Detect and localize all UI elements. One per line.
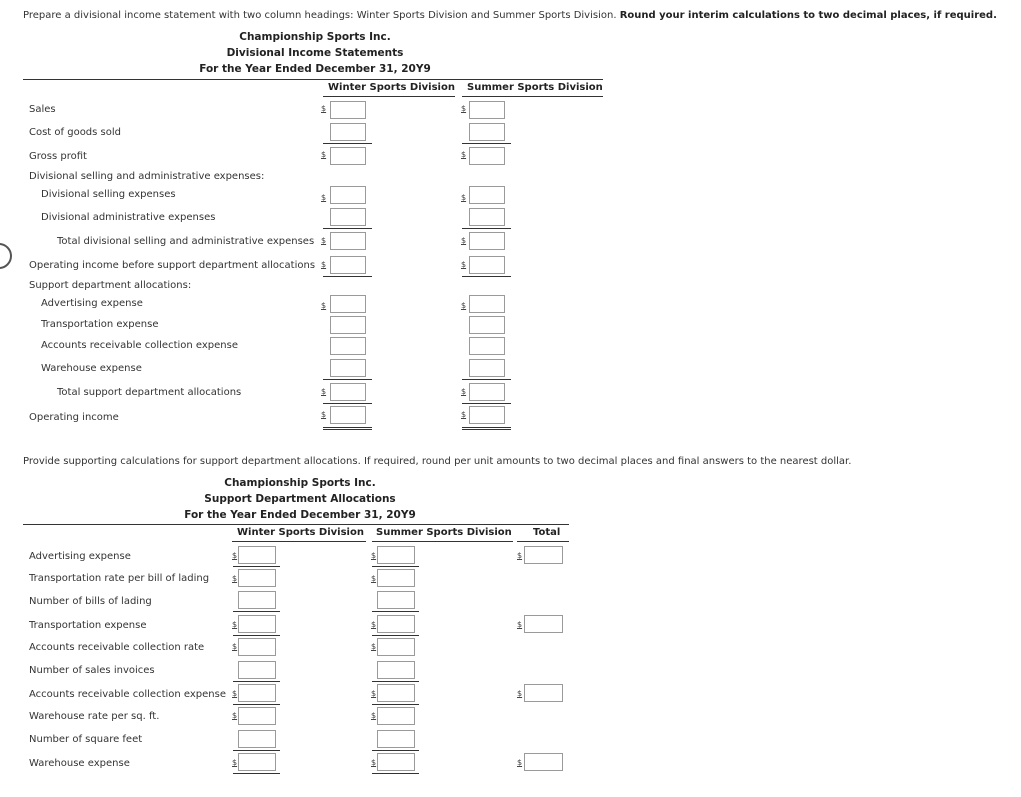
dollar-sign: $ bbox=[461, 104, 467, 113]
summer-wh-expense-input[interactable] bbox=[377, 753, 415, 771]
row-label-operating-income: Operating income bbox=[29, 412, 119, 423]
winter-num-sqft-input[interactable] bbox=[238, 730, 276, 748]
subtotal-rule bbox=[462, 228, 511, 229]
winter-wh-rate-input[interactable] bbox=[238, 707, 276, 725]
row-rule bbox=[372, 773, 419, 774]
dollar-sign: $ bbox=[232, 642, 238, 651]
statement1-period: For the Year Ended December 31, 20Y9 bbox=[199, 63, 431, 75]
row-rule bbox=[233, 750, 280, 751]
winter-cogs-input[interactable] bbox=[330, 123, 366, 141]
dollar-sign: $ bbox=[232, 620, 238, 629]
alloc-label-trans-rate: Transportation rate per bill of lading bbox=[29, 573, 210, 584]
row-rule bbox=[372, 635, 419, 636]
statement2-col-total: Total bbox=[533, 527, 561, 538]
dollar-sign: $ bbox=[321, 301, 327, 310]
alloc-label-ar-rate: Accounts receivable collection rate bbox=[29, 642, 205, 653]
row-label-warehouse: Warehouse expense bbox=[41, 363, 142, 374]
alloc-label-advertising: Advertising expense bbox=[29, 551, 131, 562]
row-label-gross-profit: Gross profit bbox=[29, 151, 87, 162]
row-rule bbox=[372, 611, 419, 612]
dollar-sign: $ bbox=[321, 410, 327, 419]
summer-total-support-input[interactable] bbox=[469, 383, 505, 401]
winter-trans-rate-input[interactable] bbox=[238, 569, 276, 587]
dollar-sign: $ bbox=[371, 551, 377, 560]
dollar-sign: $ bbox=[321, 150, 327, 159]
subtotal-rule bbox=[462, 143, 511, 144]
summer-wh-rate-input[interactable] bbox=[377, 707, 415, 725]
instructions-rounding-note: Round your interim calculations to two decimal places, if required. bbox=[619, 10, 997, 21]
total-double-rule bbox=[323, 427, 372, 430]
winter-operating-income-input[interactable] bbox=[330, 406, 366, 424]
summer-cogs-input[interactable] bbox=[469, 123, 505, 141]
dollar-sign: $ bbox=[232, 758, 238, 767]
row-rule bbox=[372, 566, 419, 567]
subtotal-rule bbox=[462, 403, 511, 404]
subtotal-rule bbox=[462, 276, 511, 277]
summer-ar-expense-input[interactable] bbox=[377, 684, 415, 702]
winter-advertising-alloc-input[interactable] bbox=[238, 546, 276, 564]
dollar-sign: $ bbox=[371, 711, 377, 720]
winter-trans-expense-input[interactable] bbox=[238, 615, 276, 633]
statement2-col-winter: Winter Sports Division bbox=[237, 527, 364, 538]
row-label-divisional-selling: Divisional selling expenses bbox=[41, 189, 176, 200]
row-label-support-allocations: Support department allocations: bbox=[29, 280, 192, 291]
alloc-label-ar-expense: Accounts receivable collection expense bbox=[29, 689, 226, 700]
dollar-sign: $ bbox=[232, 711, 238, 720]
instructions-text: Prepare a divisional income statement with two column headings: Winter Sports Division and Summer Sports Division. bbox=[23, 10, 620, 21]
winter-num-invoices-input[interactable] bbox=[238, 661, 276, 679]
dollar-sign: $ bbox=[461, 236, 467, 245]
summer-sales-input[interactable] bbox=[469, 101, 505, 119]
instructions-part1 bbox=[23, 10, 997, 21]
statement2-col-winter-rule bbox=[232, 541, 366, 542]
subtotal-rule bbox=[462, 379, 511, 380]
statement2-col-total-rule bbox=[517, 541, 569, 542]
total-advertising-input[interactable] bbox=[524, 546, 563, 564]
alloc-label-trans-expense: Transportation expense bbox=[29, 620, 147, 631]
summer-advertising-input[interactable] bbox=[469, 295, 505, 313]
row-label-total-support: Total support department allocations bbox=[57, 387, 242, 398]
winter-div-selling-input[interactable] bbox=[330, 186, 366, 204]
summer-warehouse-input[interactable] bbox=[469, 359, 505, 377]
dollar-sign: $ bbox=[321, 193, 327, 202]
row-label-transportation: Transportation expense bbox=[41, 319, 159, 330]
statement1-col-summer-rule bbox=[462, 96, 603, 97]
dollar-sign: $ bbox=[321, 236, 327, 245]
dollar-sign: $ bbox=[371, 574, 377, 583]
statement2-col-summer: Summer Sports Division bbox=[376, 527, 512, 538]
dollar-sign: $ bbox=[517, 620, 523, 629]
row-rule bbox=[372, 750, 419, 751]
dollar-sign: $ bbox=[461, 301, 467, 310]
row-rule bbox=[233, 681, 280, 682]
statement1-header-rule bbox=[23, 79, 603, 80]
row-label-cogs: Cost of goods sold bbox=[29, 127, 122, 138]
row-rule bbox=[233, 635, 280, 636]
instructions-part2: Provide supporting calculations for support department allocations. If required, round per unit amounts to two decimal places and final answers to the nearest dollar. bbox=[23, 456, 852, 467]
dollar-sign: $ bbox=[371, 689, 377, 698]
dollar-sign: $ bbox=[371, 758, 377, 767]
summer-advertising-alloc-input[interactable] bbox=[377, 546, 415, 564]
dollar-sign: $ bbox=[517, 689, 523, 698]
dollar-sign: $ bbox=[232, 551, 238, 560]
winter-transportation-input[interactable] bbox=[330, 316, 366, 334]
row-label-op-income-before: Operating income before support department allocations bbox=[29, 260, 316, 271]
winter-advertising-input[interactable] bbox=[330, 295, 366, 313]
winter-div-admin-input[interactable] bbox=[330, 208, 366, 226]
dollar-sign: $ bbox=[517, 551, 523, 560]
winter-warehouse-input[interactable] bbox=[330, 359, 366, 377]
row-rule bbox=[233, 611, 280, 612]
summer-op-before-input[interactable] bbox=[469, 256, 505, 274]
subtotal-rule bbox=[323, 403, 372, 404]
summer-div-selling-input[interactable] bbox=[469, 186, 505, 204]
summer-num-invoices-input[interactable] bbox=[377, 661, 415, 679]
winter-wh-expense-input[interactable] bbox=[238, 753, 276, 771]
winter-ar-collection-input[interactable] bbox=[330, 337, 366, 355]
statement2-title: Support Department Allocations bbox=[204, 493, 396, 505]
summer-gross-profit-input[interactable] bbox=[469, 147, 505, 165]
row-rule bbox=[372, 681, 419, 682]
alloc-label-num-invoices: Number of sales invoices bbox=[29, 665, 155, 676]
total-double-rule bbox=[462, 427, 511, 430]
dollar-sign: $ bbox=[371, 642, 377, 651]
summer-total-sga-input[interactable] bbox=[469, 232, 505, 250]
row-rule bbox=[233, 773, 280, 774]
dollar-sign: $ bbox=[461, 410, 467, 419]
row-label-divisional-sga: Divisional selling and administrative expenses: bbox=[29, 171, 265, 182]
winter-gross-profit-input[interactable] bbox=[330, 147, 366, 165]
dollar-sign: $ bbox=[321, 104, 327, 113]
statement1-company: Championship Sports Inc. bbox=[239, 31, 391, 43]
summer-trans-rate-input[interactable] bbox=[377, 569, 415, 587]
statement2-company: Championship Sports Inc. bbox=[224, 477, 376, 489]
dollar-sign: $ bbox=[461, 150, 467, 159]
total-wh-expense-input[interactable] bbox=[524, 753, 563, 771]
row-label-total-sga: Total divisional selling and administrative expenses bbox=[57, 236, 315, 247]
row-rule bbox=[233, 704, 280, 705]
summer-div-admin-input[interactable] bbox=[469, 208, 505, 226]
summer-ar-collection-input[interactable] bbox=[469, 337, 505, 355]
winter-num-bills-input[interactable] bbox=[238, 591, 276, 609]
row-label-sales: Sales bbox=[29, 104, 56, 115]
summer-operating-income-input[interactable] bbox=[469, 406, 505, 424]
winter-sales-input[interactable] bbox=[330, 101, 366, 119]
subtotal-rule bbox=[323, 228, 372, 229]
winter-ar-expense-input[interactable] bbox=[238, 684, 276, 702]
dollar-sign: $ bbox=[232, 574, 238, 583]
statement2-period: For the Year Ended December 31, 20Y9 bbox=[184, 509, 416, 521]
row-label-divisional-admin: Divisional administrative expenses bbox=[41, 212, 216, 223]
summer-num-bills-input[interactable] bbox=[377, 591, 415, 609]
winter-ar-rate-input[interactable] bbox=[238, 638, 276, 656]
statement2-col-summer-rule bbox=[372, 541, 513, 542]
winter-op-before-input[interactable] bbox=[330, 256, 366, 274]
row-label-ar-collection: Accounts receivable collection expense bbox=[41, 340, 238, 351]
dollar-sign: $ bbox=[321, 387, 327, 396]
alloc-label-num-sqft: Number of square feet bbox=[29, 734, 143, 745]
row-rule bbox=[233, 566, 280, 567]
winter-total-support-input[interactable] bbox=[330, 383, 366, 401]
step-indicator-icon bbox=[0, 243, 12, 269]
winter-total-sga-input[interactable] bbox=[330, 232, 366, 250]
dollar-sign: $ bbox=[461, 387, 467, 396]
subtotal-rule bbox=[323, 143, 372, 144]
total-trans-expense-input[interactable] bbox=[524, 615, 563, 633]
summer-trans-expense-input[interactable] bbox=[377, 615, 415, 633]
subtotal-rule bbox=[323, 276, 372, 277]
dollar-sign: $ bbox=[461, 193, 467, 202]
row-label-advertising: Advertising expense bbox=[41, 298, 143, 309]
dollar-sign: $ bbox=[321, 260, 327, 269]
statement1-title: Divisional Income Statements bbox=[226, 47, 404, 59]
subtotal-rule bbox=[323, 379, 372, 380]
total-ar-expense-input[interactable] bbox=[524, 684, 563, 702]
statement1-col-summer: Summer Sports Division bbox=[467, 82, 603, 93]
summer-transportation-input[interactable] bbox=[469, 316, 505, 334]
statement2-header-rule bbox=[23, 524, 569, 525]
row-rule bbox=[372, 704, 419, 705]
alloc-label-wh-rate: Warehouse rate per sq. ft. bbox=[29, 711, 160, 722]
dollar-sign: $ bbox=[371, 620, 377, 629]
dollar-sign: $ bbox=[517, 758, 523, 767]
statement1-col-winter: Winter Sports Division bbox=[328, 82, 455, 93]
summer-ar-rate-input[interactable] bbox=[377, 638, 415, 656]
dollar-sign: $ bbox=[232, 689, 238, 698]
dollar-sign: $ bbox=[461, 260, 467, 269]
summer-num-sqft-input[interactable] bbox=[377, 730, 415, 748]
alloc-label-wh-expense: Warehouse expense bbox=[29, 758, 130, 769]
statement1-col-winter-rule bbox=[323, 96, 455, 97]
alloc-label-num-bills: Number of bills of lading bbox=[29, 596, 152, 607]
